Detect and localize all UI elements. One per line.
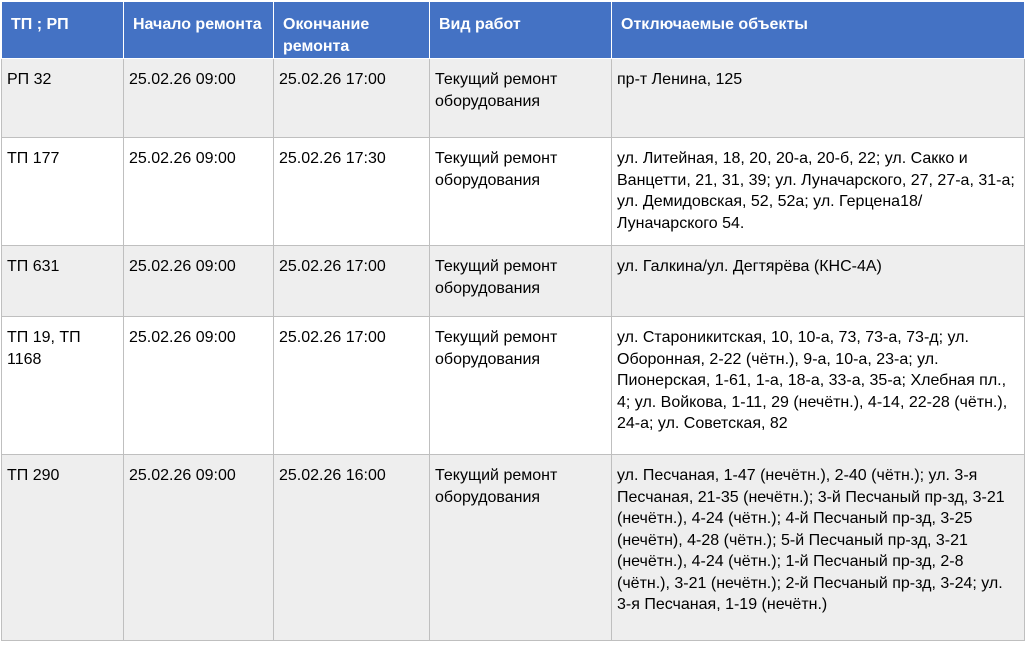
table-row: [2, 317, 1025, 455]
work-type-cell: Текущий ремонт оборудования: [430, 138, 612, 246]
table-header-row: [2, 2, 1025, 59]
table-row: [2, 59, 1025, 138]
end-cell: 25.02.26 17:00: [274, 317, 430, 455]
outage-schedule-table: [1, 1, 1025, 641]
start-cell: 25.02.26 09:00: [124, 455, 274, 641]
table-row: [2, 138, 1025, 246]
station-cell: ТП 177: [2, 138, 124, 246]
objects-cell: пр-т Ленина, 125: [612, 59, 1025, 138]
end-cell: 25.02.26 17:00: [274, 59, 430, 138]
end-cell: 25.02.26 16:00: [274, 455, 430, 641]
table-row: [2, 246, 1025, 317]
work-type-cell: Текущий ремонт оборудования: [430, 317, 612, 455]
end-cell: 25.02.26 17:00: [274, 246, 430, 317]
start-cell: 25.02.26 09:00: [124, 138, 274, 246]
start-cell: 25.02.26 09:00: [124, 317, 274, 455]
column-header-work-type: Вид работ: [430, 2, 612, 59]
work-type-cell: Текущий ремонт оборудования: [430, 246, 612, 317]
work-type-cell: Текущий ремонт оборудования: [430, 59, 612, 138]
objects-cell: ул. Литейная, 18, 20, 20-а, 20-б, 22; ул. Сакко и Ванцетти, 21, 31, 39; ул. Луначарского, 27, 27-а, 31-а; ул. Демидовская, 52, 52а; ул. Герцена18/ Луначарского 54.: [612, 138, 1025, 246]
start-cell: 25.02.26 09:00: [124, 59, 274, 138]
column-header-objects: Отключаемые объекты: [612, 2, 1025, 59]
end-cell: 25.02.26 17:30: [274, 138, 430, 246]
station-cell: РП 32: [2, 59, 124, 138]
objects-cell: ул. Староникитская, 10, 10-а, 73, 73-а, 73-д; ул. Оборонная, 2-22 (чётн.), 9-а, 10-а, 23-а; ул. Пионерская, 1-61, 1-а, 18-а, 33-а, 35-а; Хлебная пл., 4; ул. Войкова, 1-11, 29 (нечётн.), 4-14, 22-28 (чётн.), 24-а; ул. Советская, 82: [612, 317, 1025, 455]
column-header-station: ТП ; РП: [2, 2, 124, 59]
objects-cell: ул. Галкина/ул. Дегтярёва (КНС-4А): [612, 246, 1025, 317]
table-row: [2, 455, 1025, 641]
start-cell: 25.02.26 09:00: [124, 246, 274, 317]
work-type-cell: Текущий ремонт оборудования: [430, 455, 612, 641]
station-cell: ТП 290: [2, 455, 124, 641]
station-cell: ТП 19, ТП 1168: [2, 317, 124, 455]
column-header-start: Начало ремонта: [124, 2, 274, 59]
column-header-end: Окончание ремонта: [274, 2, 430, 59]
station-cell: ТП 631: [2, 246, 124, 317]
objects-cell: ул. Песчаная, 1-47 (нечётн.), 2-40 (чётн.); ул. 3-я Песчаная, 21-35 (нечётн.); 3-й Песчаный пр-зд, 3-21 (нечётн.), 4-24 (чётн.); 4-й Песчаный пр-зд, 3-25 (нечётн), 4-28 (чётн.); 5-й Песчаный пр-зд, 3-21 (нечётн.), 4-24 (чётн.); 1-й Песчаный пр-зд, 2-8 (чётн.), 3-21 (нечётн.); 2-й Песчаный пр-зд, 3-24; ул. 3-я Песчаная, 1-19 (нечётн.): [612, 455, 1025, 641]
